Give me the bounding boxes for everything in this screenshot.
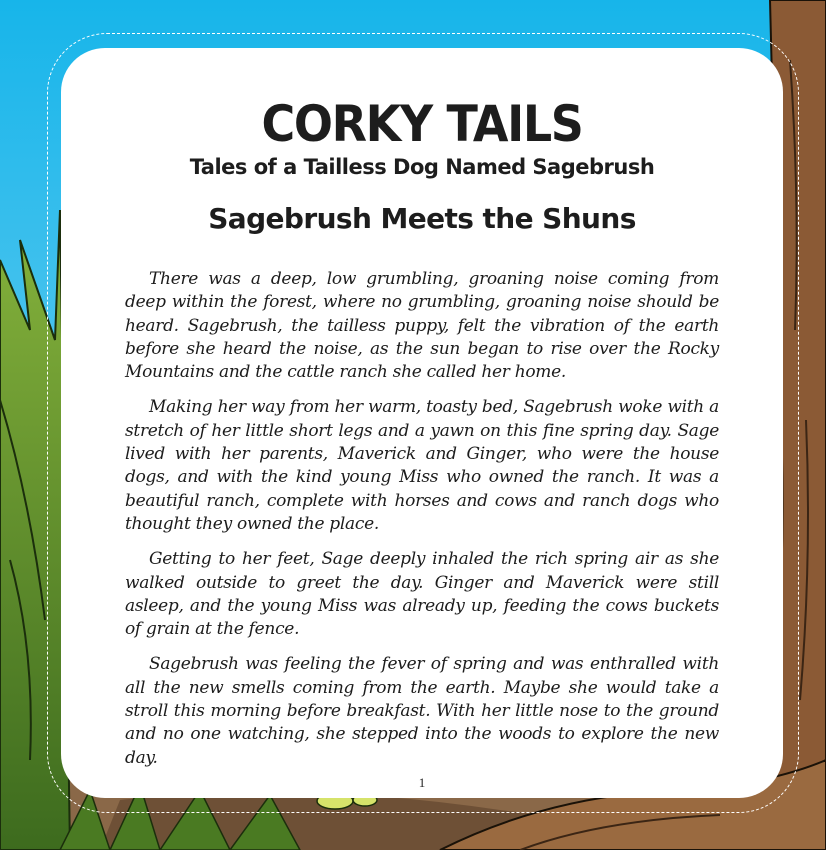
story-title: Sagebrush Meets the Shuns <box>208 202 636 235</box>
paragraph-2: Making her way from her warm, toasty bed, Sagebrush woke with a stretch of her little short legs and a yawn on this fine spring day. Sage lived with her parents, Maverick and Ginger, who were the house dogs, and with the kind young Miss who owned the ranch. It was a beautiful ranch, complete with horses and cows and ranch dogs who thought they owned the place. <box>125 397 719 534</box>
page-number: 1 <box>418 775 426 790</box>
paragraph-4: Sagebrush was feeling the fever of spring and was enthralled with all the new smells coming from the earth. Maybe she would take a stroll this morning before breakfast. With her little nose to the ground and no one watching, she stepped into the woods to explore the new day. <box>125 654 719 768</box>
book-subtitle: Tales of a Tailless Dog Named Sagebrush <box>189 155 655 179</box>
story-body <box>125 268 719 782</box>
paragraph-1: There was a deep, low grumbling, groaning noise coming from deep within the forest, where no grumbling, groaning noise should be heard. Sagebrush, the tailless puppy, felt the vibration of the earth before she heard the noise, as the sun began to rise over the Rocky Mountains and the cattle ranch she called her home. <box>125 269 719 383</box>
book-title: CORKY TAILS <box>261 95 583 153</box>
paragraph-3: Getting to her feet, Sage deeply inhaled the rich spring air as she walked outside to greet the day. Ginger and Maverick were still asleep, and the young Miss was already up, feeding the cows buckets of grain at the fence. <box>125 549 719 640</box>
